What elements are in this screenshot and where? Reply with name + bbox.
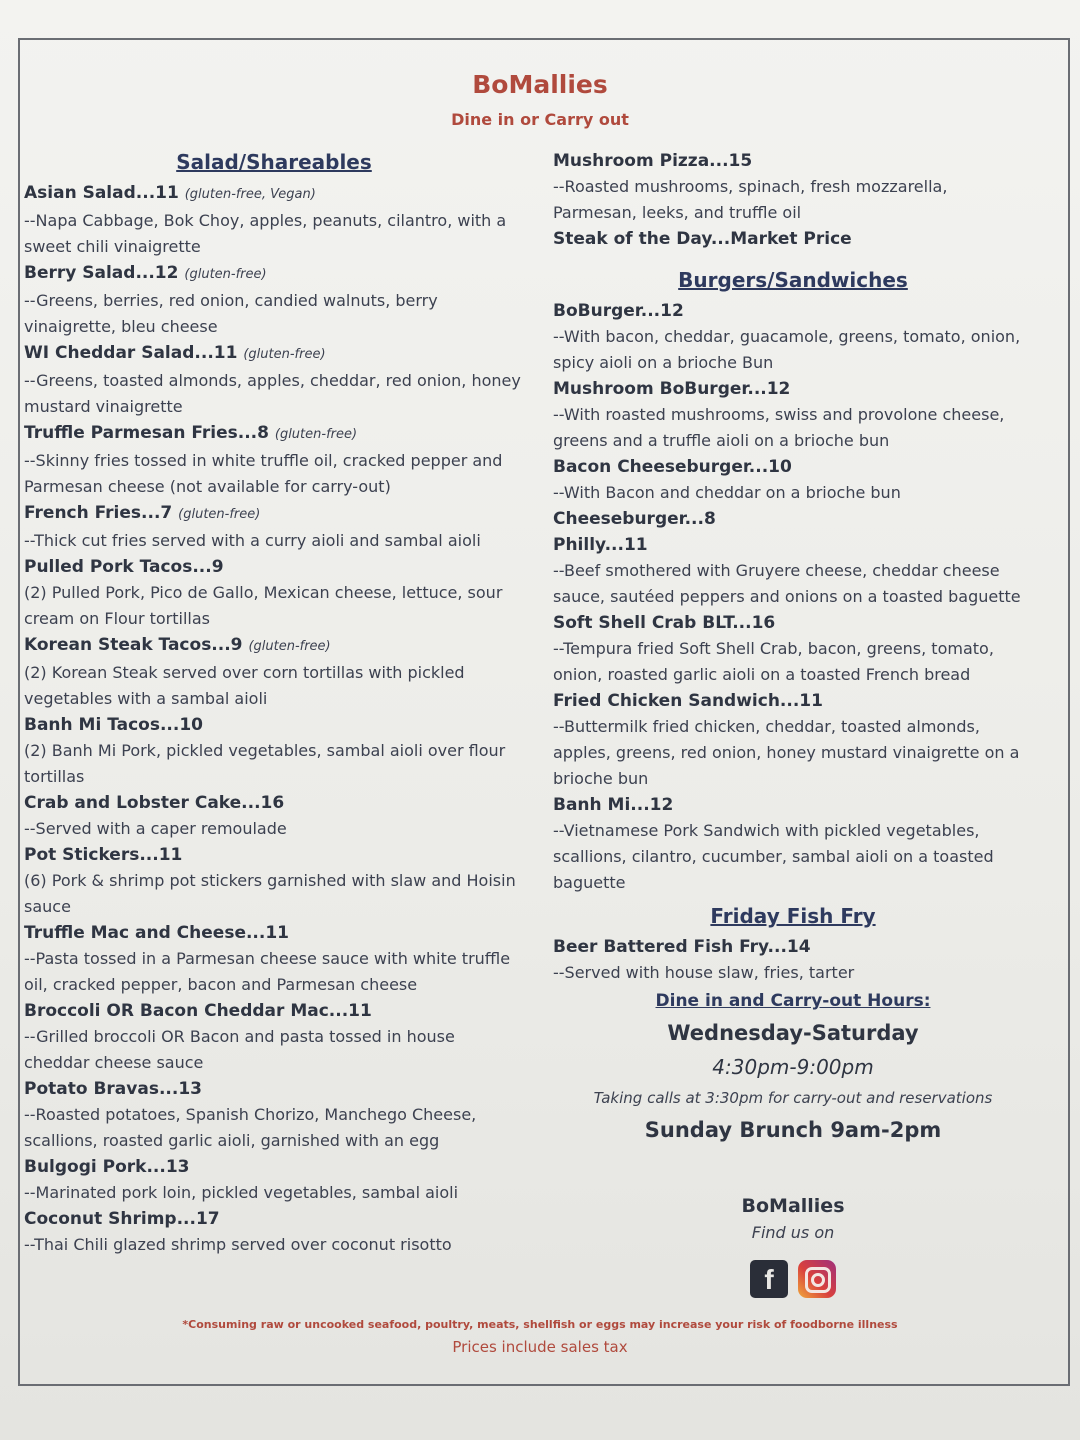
item-description: --With bacon, cheddar, guacamole, greens, tomato, onion, spicy aioli on a brioche Bun bbox=[553, 327, 1021, 372]
foodborne-disclaimer: *Consuming raw or uncooked seafood, poultry, meats, shellfish or eggs may increase your risk of foodborne illness bbox=[182, 1318, 898, 1331]
item-name bbox=[24, 712, 524, 738]
item-description: --Served with house slaw, fries, tarter bbox=[553, 963, 855, 982]
menu-item bbox=[24, 180, 524, 260]
item-description: --Thai Chili glazed shrimp served over coconut risotto bbox=[24, 1235, 452, 1254]
page-subtitle: Dine in or Carry out bbox=[451, 110, 629, 129]
item-name-text: Korean Steak Tacos...9 bbox=[24, 635, 243, 655]
item-name-text: Asian Salad...11 bbox=[24, 183, 179, 203]
item-name bbox=[24, 1154, 524, 1180]
item-name-text: Truffle Mac and Cheese...11 bbox=[24, 923, 290, 943]
section-heading-salad-shareables: Salad/Shareables bbox=[176, 150, 372, 174]
dietary-tag: (gluten-free) bbox=[184, 267, 267, 282]
item-name bbox=[553, 148, 1033, 174]
item-name-text: Philly...11 bbox=[553, 535, 648, 555]
item-description: (2) Pulled Pork, Pico de Gallo, Mexican cheese, lettuce, sour cream on Flour tortillas bbox=[24, 583, 503, 628]
menu-item bbox=[24, 790, 524, 842]
item-name bbox=[553, 688, 1033, 714]
find-us-text: Find us on bbox=[751, 1223, 835, 1242]
item-name bbox=[24, 340, 524, 368]
hours-time: 4:30pm-9:00pm bbox=[712, 1055, 874, 1079]
item-name bbox=[24, 632, 524, 660]
item-description: --Pasta tossed in a Parmesan cheese sauce with white truffle oil, cracked pepper, bacon and Parmesan cheese bbox=[24, 949, 511, 994]
item-description: --Tempura fried Soft Shell Crab, bacon, greens, tomato, onion, roasted garlic aioli on a toasted French bread bbox=[553, 639, 994, 684]
section-heading-friday-fish-fry: Friday Fish Fry bbox=[710, 904, 876, 928]
menu-item bbox=[24, 998, 524, 1076]
section-heading-burgers-sandwiches: Burgers/Sandwiches bbox=[678, 268, 908, 292]
item-name bbox=[553, 454, 1033, 480]
left-column bbox=[24, 150, 524, 1258]
menu-item bbox=[553, 454, 1033, 506]
item-name bbox=[24, 554, 524, 580]
item-description: --Grilled broccoli OR Bacon and pasta tossed in house cheddar cheese sauce bbox=[24, 1027, 455, 1072]
item-name-text: Fried Chicken Sandwich...11 bbox=[553, 691, 823, 711]
menu-item bbox=[24, 712, 524, 790]
item-name-text: Potato Bravas...13 bbox=[24, 1079, 202, 1099]
item-name bbox=[24, 998, 524, 1024]
item-description: --Thick cut fries served with a curry aioli and sambal aioli bbox=[24, 531, 481, 550]
menu-item bbox=[553, 506, 1033, 532]
menu-item bbox=[24, 920, 524, 998]
item-description: --Roasted mushrooms, spinach, fresh mozzarella, Parmesan, leeks, and truffle oil bbox=[553, 177, 948, 222]
hours-heading: Dine in and Carry-out Hours: bbox=[655, 991, 931, 1011]
menu-item bbox=[553, 148, 1033, 226]
item-description: --Roasted potatoes, Spanish Chorizo, Manchego Cheese, scallions, roasted garlic aioli, garnished with an egg bbox=[24, 1105, 477, 1150]
menu-item bbox=[553, 226, 1033, 252]
item-name-text: Cheeseburger...8 bbox=[553, 509, 716, 529]
spacer bbox=[553, 252, 1033, 268]
item-name bbox=[553, 376, 1033, 402]
item-description: --Beef smothered with Gruyere cheese, cheddar cheese sauce, sautéed peppers and onions on a toasted baguette bbox=[553, 561, 1021, 606]
menu-item bbox=[553, 298, 1033, 376]
item-description: --Greens, berries, red onion, candied walnuts, berry vinaigrette, bleu cheese bbox=[24, 291, 438, 336]
item-name bbox=[553, 506, 1033, 532]
menu-item bbox=[553, 792, 1033, 896]
sunday-brunch: Sunday Brunch 9am-2pm bbox=[644, 1118, 942, 1142]
item-name bbox=[553, 532, 1033, 558]
item-name-text: Coconut Shrimp...17 bbox=[24, 1209, 220, 1229]
item-name-text: Steak of the Day...Market Price bbox=[553, 229, 852, 249]
menu-item bbox=[553, 532, 1033, 610]
instagram-icon[interactable] bbox=[798, 1260, 836, 1298]
item-name bbox=[553, 610, 1033, 636]
social-icons bbox=[553, 1260, 1033, 1298]
dietary-tag: (gluten-free) bbox=[274, 427, 358, 442]
menu-item bbox=[24, 340, 524, 420]
brand-name: BoMallies bbox=[741, 1195, 845, 1217]
item-description: (6) Pork & shrimp pot stickers garnished with slaw and Hoisin sauce bbox=[24, 871, 516, 916]
item-description: --Greens, toasted almonds, apples, cheddar, red onion, honey mustard vinaigrette bbox=[24, 371, 521, 416]
item-name-text: Banh Mi Tacos...10 bbox=[24, 715, 203, 735]
dietary-tag: (gluten-free, Vegan) bbox=[184, 187, 316, 202]
item-name-text: Truffle Parmesan Fries...8 bbox=[24, 423, 269, 443]
menu-item bbox=[24, 1154, 524, 1206]
item-name bbox=[24, 790, 524, 816]
item-name-text: Mushroom BoBurger...12 bbox=[553, 379, 791, 399]
hours-days: Wednesday-Saturday bbox=[667, 1021, 919, 1045]
menu-item bbox=[24, 1206, 524, 1258]
item-description: --Napa Cabbage, Bok Choy, apples, peanuts, cilantro, with a sweet chili vinaigrette bbox=[24, 211, 507, 256]
page-title: BoMallies bbox=[472, 70, 608, 99]
item-name bbox=[553, 298, 1033, 324]
item-name-text: Mushroom Pizza...15 bbox=[553, 151, 753, 171]
burgers-sandwiches-list bbox=[553, 298, 1033, 896]
item-description: --Skinny fries tossed in white truffle oil, cracked pepper and Parmesan cheese (not available for carry-out) bbox=[24, 451, 503, 496]
item-description: --Vietnamese Pork Sandwich with pickled vegetables, scallions, cilantro, cucumber, sambal aioli on a toasted baguette bbox=[553, 821, 994, 892]
item-name bbox=[24, 920, 524, 946]
item-name-text: Bulgogi Pork...13 bbox=[24, 1157, 190, 1177]
pizza-steak-list bbox=[553, 148, 1033, 252]
item-name bbox=[24, 1076, 524, 1102]
hours-block bbox=[553, 986, 1033, 1298]
right-column bbox=[553, 148, 1033, 1298]
item-name-text: BoBurger...12 bbox=[553, 301, 684, 321]
item-name-text: Bacon Cheeseburger...10 bbox=[553, 457, 792, 477]
item-description: (2) Korean Steak served over corn tortillas with pickled vegetables with a sambal aioli bbox=[24, 663, 465, 708]
item-name bbox=[553, 792, 1033, 818]
item-description: (2) Banh Mi Pork, pickled vegetables, sambal aioli over flour tortillas bbox=[24, 741, 506, 786]
menu-item bbox=[24, 260, 524, 340]
menu-item bbox=[24, 842, 524, 920]
item-name bbox=[24, 500, 524, 528]
item-description: --With Bacon and cheddar on a brioche bun bbox=[553, 483, 901, 502]
menu-item bbox=[553, 376, 1033, 454]
item-name-text: Pot Stickers...11 bbox=[24, 845, 183, 865]
item-name bbox=[24, 180, 524, 208]
item-name-text: Berry Salad...12 bbox=[24, 263, 179, 283]
menu-item bbox=[553, 934, 1033, 986]
menu-item bbox=[553, 688, 1033, 792]
menu-item bbox=[24, 500, 524, 554]
hours-note: Taking calls at 3:30pm for carry-out and reservations bbox=[593, 1089, 993, 1107]
item-name bbox=[553, 226, 1033, 252]
item-name-text: Pulled Pork Tacos...9 bbox=[24, 557, 224, 577]
item-name-text: WI Cheddar Salad...11 bbox=[24, 343, 238, 363]
item-name-text: Soft Shell Crab BLT...16 bbox=[553, 613, 776, 633]
item-name-text: Banh Mi...12 bbox=[553, 795, 674, 815]
item-description: --Buttermilk fried chicken, cheddar, toasted almonds, apples, greens, red onion, honey mustard vinaigrette on a brioche bun bbox=[553, 717, 1020, 788]
item-name bbox=[24, 1206, 524, 1232]
item-name-text: Broccoli OR Bacon Cheddar Mac...11 bbox=[24, 1001, 372, 1021]
item-name: Beer Battered Fish Fry...14 bbox=[553, 937, 811, 957]
menu-item bbox=[553, 610, 1033, 688]
salad-shareables-list bbox=[24, 180, 524, 1258]
item-name bbox=[24, 260, 524, 288]
item-name-text: French Fries...7 bbox=[24, 503, 173, 523]
facebook-icon[interactable]: f bbox=[750, 1260, 788, 1298]
item-name-text: Crab and Lobster Cake...16 bbox=[24, 793, 285, 813]
item-description: --Served with a caper remoulade bbox=[24, 819, 287, 838]
dietary-tag: (gluten-free) bbox=[248, 639, 331, 654]
menu-item bbox=[24, 420, 524, 500]
item-description: --Marinated pork loin, pickled vegetables, sambal aioli bbox=[24, 1183, 459, 1202]
dietary-tag: (gluten-free) bbox=[243, 347, 326, 362]
item-name bbox=[24, 420, 524, 448]
menu-item bbox=[24, 554, 524, 632]
dietary-tag: (gluten-free) bbox=[178, 507, 261, 522]
item-description: --With roasted mushrooms, swiss and provolone cheese, greens and a truffle aioli on a brioche bun bbox=[553, 405, 1005, 450]
item-name bbox=[24, 842, 524, 868]
tax-note: Prices include sales tax bbox=[452, 1338, 628, 1356]
menu-item bbox=[24, 632, 524, 712]
menu-item bbox=[24, 1076, 524, 1154]
